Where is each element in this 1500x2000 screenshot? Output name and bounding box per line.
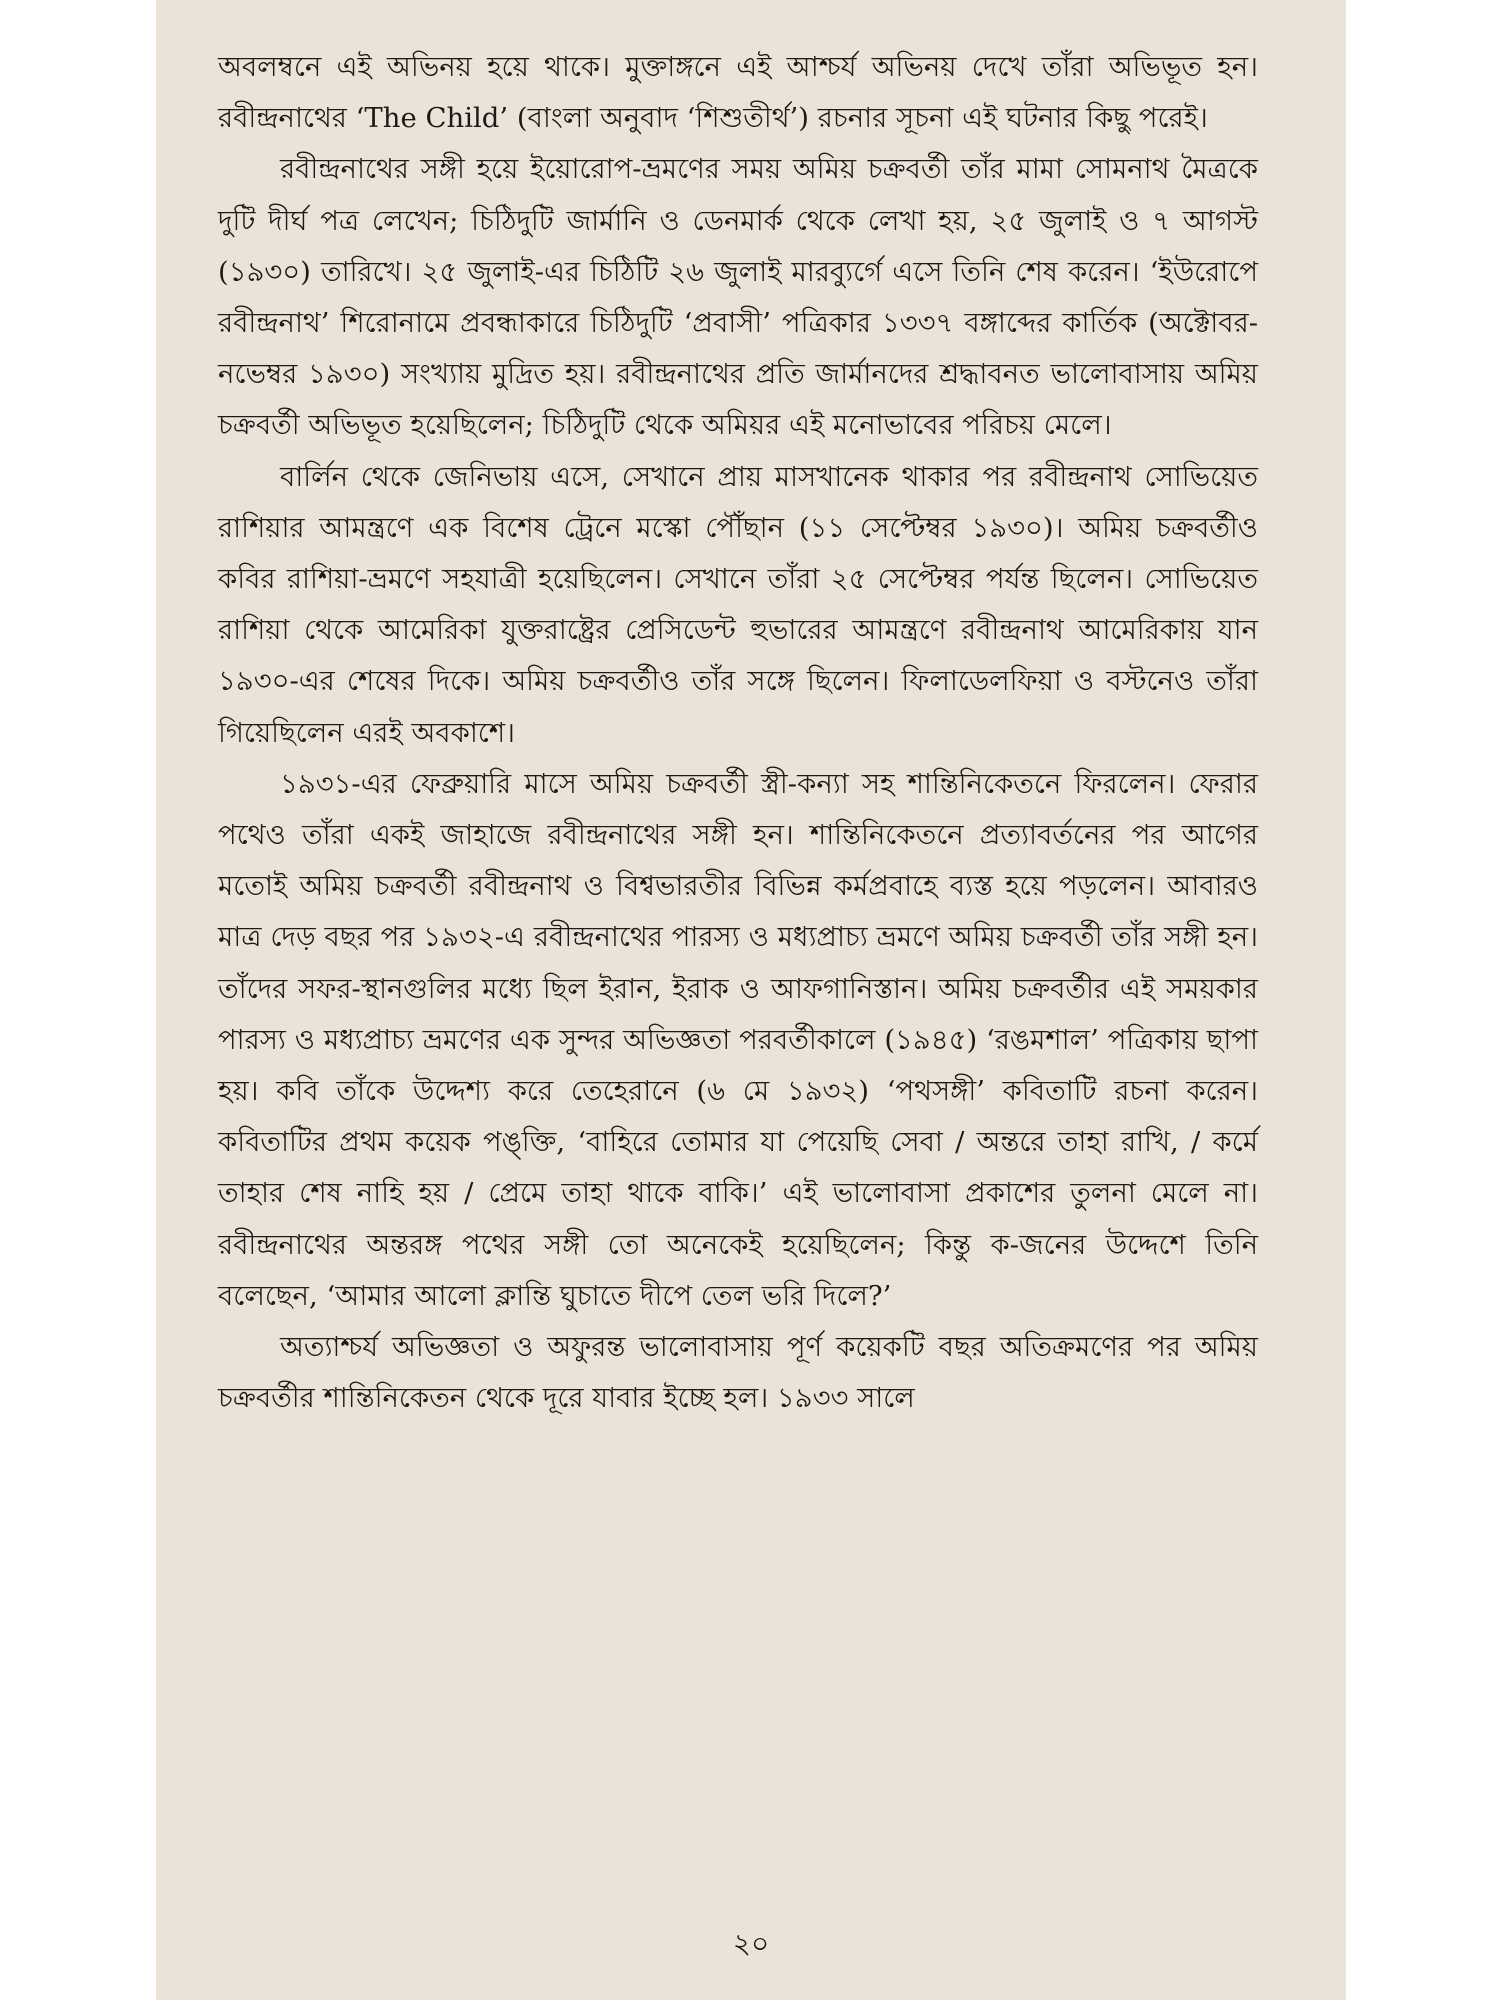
paragraph-4: ১৯৩১-এর ফেব্রুয়ারি মাসে অমিয় চক্রবর্তী স্ত্রী-কন্যা সহ শান্তিনিকেতনে ফিরলেন। ফেরার পথেও তাঁরা একই জাহাজে রবীন্দ্রনাথের সঙ্গী হন। শান্তিনিকেতনে প্রত্যাবর্তনের পর আগের মতোই অমিয় চক্রবর্তী রবীন্দ্রনাথ ও বিশ্বভারতীর বিভিন্ন কর্মপ্রবাহে ব্যস্ত হয়ে পড়লেন। আবারও মাত্র দেড় বছর পর ১৯৩২-এ রবীন্দ্রনাথের পারস্য ও মধ্যপ্রাচ্য ভ্রমণে অমিয় চক্রবর্তী তাঁর সঙ্গী হন। তাঁদের সফর-স্থানগুলির মধ্যে ছিল ইরান, ইরাক ও আফগানিস্তান। অমিয় চক্রবর্তীর এই সময়কার পারস্য ও মধ্যপ্রাচ্য ভ্রমণের এক সুন্দর অভিজ্ঞতা পরবর্তীকালে (১৯৪৫) ‘রঙমশাল’ পত্রিকায় ছাপা হয়। কবি তাঁকে উদ্দেশ্য করে তেহেরানে (৬ মে ১৯৩২) ‘পথসঙ্গী’ কবিতাটি রচনা করেন। কবিতাটির প্রথম কয়েক পঙ্‌ক্তি, ‘বাহিরে তোমার যা পেয়েছি সেবা / অন্তরে তাহা রাখি, / কর্মে তাহার শেষ নাহি হয় / প্রেমে তাহা থাকে বাকি।’ এই ভালোবাসা প্রকাশের তুলনা মেলে না। রবীন্দ্রনাথের অন্তরঙ্গ পথের সঙ্গী তো অনেকেই হয়েছিলেন; কিন্তু ক-জনের উদ্দেশে তিনি বলেছেন, ‘আমার আলো ক্লান্তি ঘুচাতে দীপে তেল ভরি দিলে?’	[218, 767, 1258, 1312]
body-text	[218, 42, 1258, 1424]
paragraph-1: অবলম্বনে এই অভিনয় হয়ে থাকে। মুক্তাঙ্গনে এই আশ্চর্য অভিনয় দেখে তাঁরা অভিভূত হন। রবীন্দ্রনাথের ‘The Child’ (বাংলা অনুবাদ ‘শিশুতীর্থ’) রচনার সূচনা এই ঘটনার কিছু পরেই।	[218, 51, 1258, 135]
page-number: ২০	[732, 1927, 770, 1960]
paragraph-5: অত্যাশ্চর্য অভিজ্ঞতা ও অফুরন্ত ভালোবাসায় পূর্ণ কয়েকটি বছর অতিক্রমণের পর অমিয় চক্রবর্তীর শান্তিনিকেতন থেকে দূরে যাবার ইচ্ছে হল। ১৯৩৩ সালে	[218, 1331, 1258, 1415]
book-page	[156, 0, 1346, 2000]
paragraph-3: বার্লিন থেকে জেনিভায় এসে, সেখানে প্রায় মাসখানেক থাকার পর রবীন্দ্রনাথ সোভিয়েত রাশিয়ার আমন্ত্রণে এক বিশেষ ট্রেনে মস্কো পৌঁছান (১১ সেপ্টেম্বর ১৯৩০)। অমিয় চক্রবর্তীও কবির রাশিয়া-ভ্রমণে সহযাত্রী হয়েছিলেন। সেখানে তাঁরা ২৫ সেপ্টেম্বর পর্যন্ত ছিলেন। সোভিয়েত রাশিয়া থেকে আমেরিকা যুক্তরাষ্ট্রের প্রেসিডেন্ট হুভারের আমন্ত্রণে রবীন্দ্রনাথ আমেরিকায় যান ১৯৩০-এর শেষের দিকে। অমিয় চক্রবর্তীও তাঁর সঙ্গে ছিলেন। ফিলাডেলফিয়া ও বস্টনেও তাঁরা গিয়েছিলেন এরই অবকাশে।	[218, 460, 1258, 749]
paragraph-2: রবীন্দ্রনাথের সঙ্গী হয়ে ইয়োরোপ-ভ্রমণের সময় অমিয় চক্রবর্তী তাঁর মামা সোমনাথ মৈত্রকে দুটি দীর্ঘ পত্র লেখেন; চিঠিদুটি জার্মানি ও ডেনমার্ক থেকে লেখা হয়, ২৫ জুলাই ও ৭ আগস্ট (১৯৩০) তারিখে। ২৫ জুলাই-এর চিঠিটি ২৬ জুলাই মারব্যুর্গে এসে তিনি শেষ করেন। ‘ইউরোপে রবীন্দ্রনাথ’ শিরোনামে প্রবন্ধাকারে চিঠিদুটি ‘প্রবাসী’ পত্রিকার ১৩৩৭ বঙ্গাব্দের কার্তিক (অক্টোবর-নভেম্বর ১৯৩০) সংখ্যায় মুদ্রিত হয়। রবীন্দ্রনাথের প্রতি জার্মানদের শ্রদ্ধাবনত ভালোবাসায় অমিয় চক্রবর্তী অভিভূত হয়েছিলেন; চিঠিদুটি থেকে অমিয়র এই মনোভাবের পরিচয় মেলে।	[218, 153, 1258, 442]
